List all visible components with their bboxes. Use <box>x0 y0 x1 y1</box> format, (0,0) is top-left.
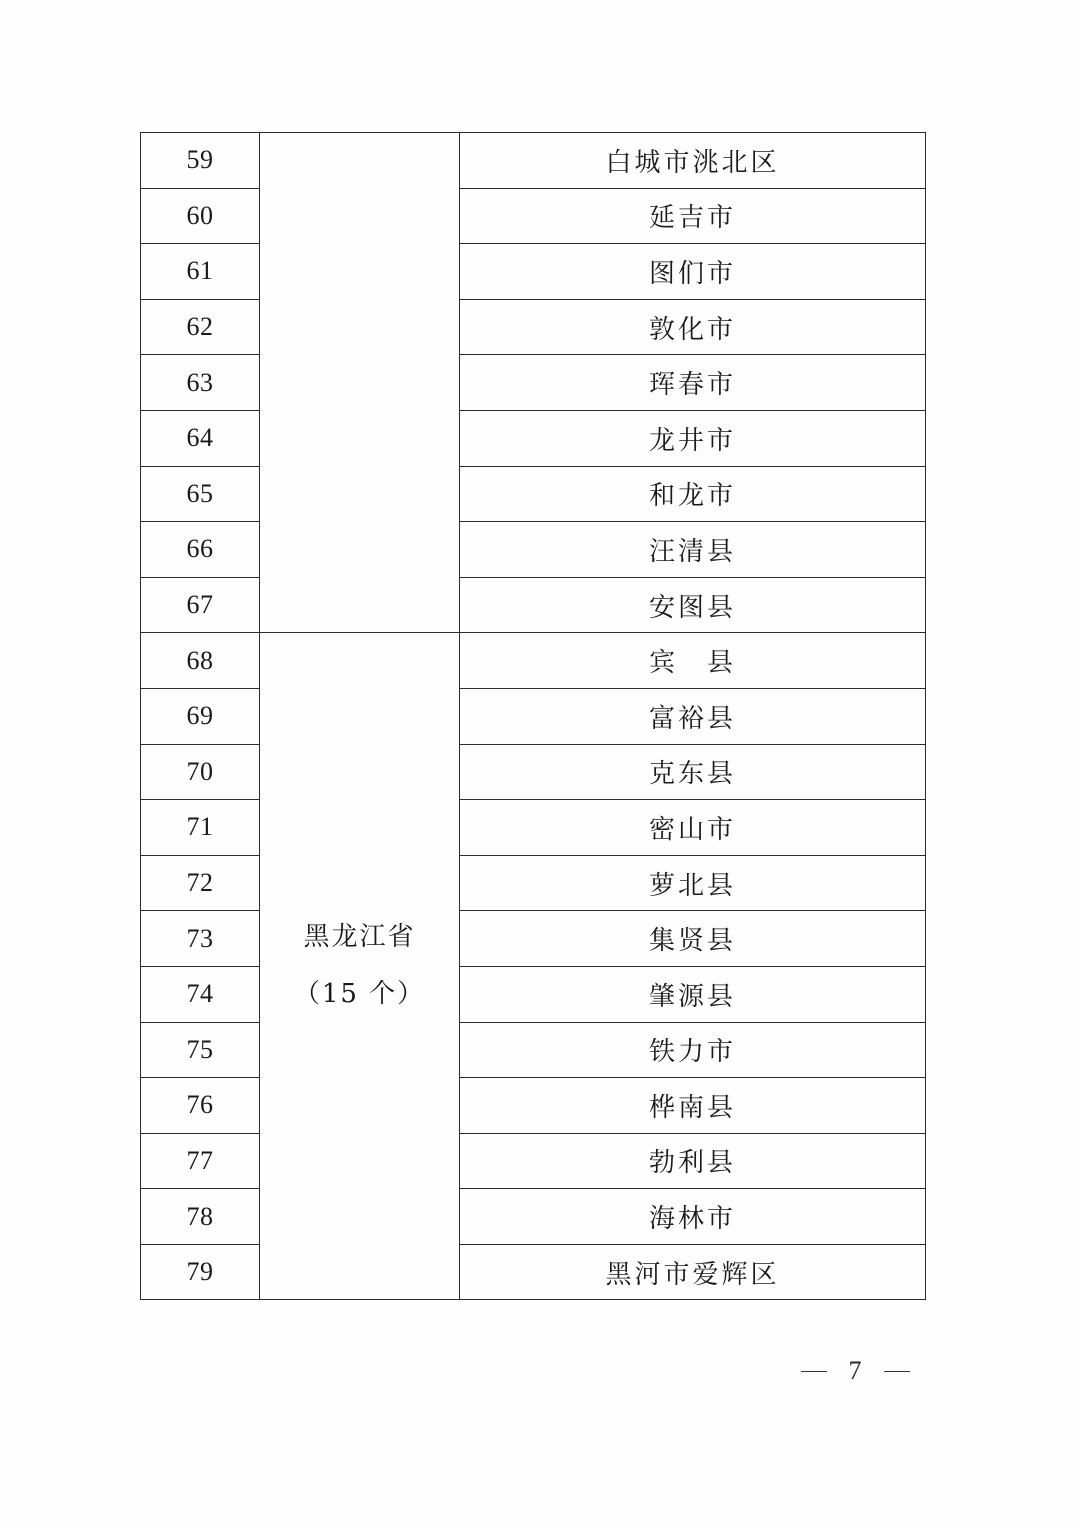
county-name-cell: 安图县 <box>460 577 926 633</box>
table-row <box>141 966 926 1022</box>
county-name-cell: 龙井市 <box>460 410 926 466</box>
row-index-cell: 77 <box>141 1133 260 1189</box>
table-row <box>141 800 926 856</box>
county-name-cell: 勃利县 <box>460 1133 926 1189</box>
county-name-cell: 密山市 <box>460 800 926 856</box>
table-row <box>141 1189 926 1245</box>
county-name-cell: 和龙市 <box>460 466 926 522</box>
county-name-cell: 宾 县 <box>460 633 926 689</box>
row-index-cell: 79 <box>141 1244 260 1300</box>
table-row <box>141 522 926 578</box>
row-index-cell: 76 <box>141 1078 260 1134</box>
table-row <box>141 244 926 300</box>
county-name-cell: 克东县 <box>460 744 926 800</box>
row-index-cell: 62 <box>141 299 260 355</box>
table-row <box>141 855 926 911</box>
footer-dash-left <box>801 1371 827 1372</box>
table-row <box>141 577 926 633</box>
county-name-cell: 富裕县 <box>460 688 926 744</box>
row-index-cell: 78 <box>141 1189 260 1245</box>
row-index-cell: 74 <box>141 966 260 1022</box>
table-row <box>141 1244 926 1300</box>
row-index-cell: 66 <box>141 522 260 578</box>
row-index-cell: 63 <box>141 355 260 411</box>
county-list-table-wrapper <box>140 132 926 1300</box>
row-index-cell: 65 <box>141 466 260 522</box>
table-row <box>141 1133 926 1189</box>
province-cell <box>260 133 460 633</box>
table-row <box>141 1022 926 1078</box>
province-name: 黑龙江省 <box>303 922 416 953</box>
county-name-cell: 汪清县 <box>460 522 926 578</box>
county-name-cell: 珲春市 <box>460 355 926 411</box>
row-index-cell: 69 <box>141 688 260 744</box>
county-name-cell: 图们市 <box>460 244 926 300</box>
county-name-cell: 白城市洮北区 <box>460 133 926 189</box>
county-name-cell: 肇源县 <box>460 966 926 1022</box>
county-name-cell: 桦南县 <box>460 1078 926 1134</box>
table-row <box>141 355 926 411</box>
county-name-cell: 延吉市 <box>460 188 926 244</box>
county-name-cell: 海林市 <box>460 1189 926 1245</box>
county-name-cell: 萝北县 <box>460 855 926 911</box>
table-row <box>141 744 926 800</box>
footer-dash-right <box>884 1371 910 1372</box>
row-index-cell: 75 <box>141 1022 260 1078</box>
table-row <box>141 299 926 355</box>
row-index-cell: 59 <box>141 133 260 189</box>
row-index-cell: 73 <box>141 911 260 967</box>
table-row <box>141 410 926 466</box>
province-cell <box>260 633 460 1300</box>
row-index-cell: 68 <box>141 633 260 689</box>
table-row <box>141 188 926 244</box>
county-name-cell: 敦化市 <box>460 299 926 355</box>
row-index-cell: 67 <box>141 577 260 633</box>
county-name-cell: 集贤县 <box>460 911 926 967</box>
row-index-cell: 71 <box>141 800 260 856</box>
county-name-cell: 黑河市爱辉区 <box>460 1244 926 1300</box>
table-body <box>141 133 926 1300</box>
table-row <box>141 133 926 189</box>
row-index-cell: 64 <box>141 410 260 466</box>
row-index-cell: 72 <box>141 855 260 911</box>
page-footer <box>800 1354 910 1388</box>
table-row <box>141 1078 926 1134</box>
province-count: （15 个） <box>293 979 426 1010</box>
county-name-cell: 铁力市 <box>460 1022 926 1078</box>
county-list-table <box>140 132 926 1300</box>
row-index-cell: 61 <box>141 244 260 300</box>
row-index-cell: 60 <box>141 188 260 244</box>
row-index-cell: 70 <box>141 744 260 800</box>
table-row <box>141 911 926 967</box>
page-number: 7 <box>848 1356 862 1385</box>
table-row <box>141 633 926 689</box>
table-row <box>141 466 926 522</box>
table-row <box>141 688 926 744</box>
